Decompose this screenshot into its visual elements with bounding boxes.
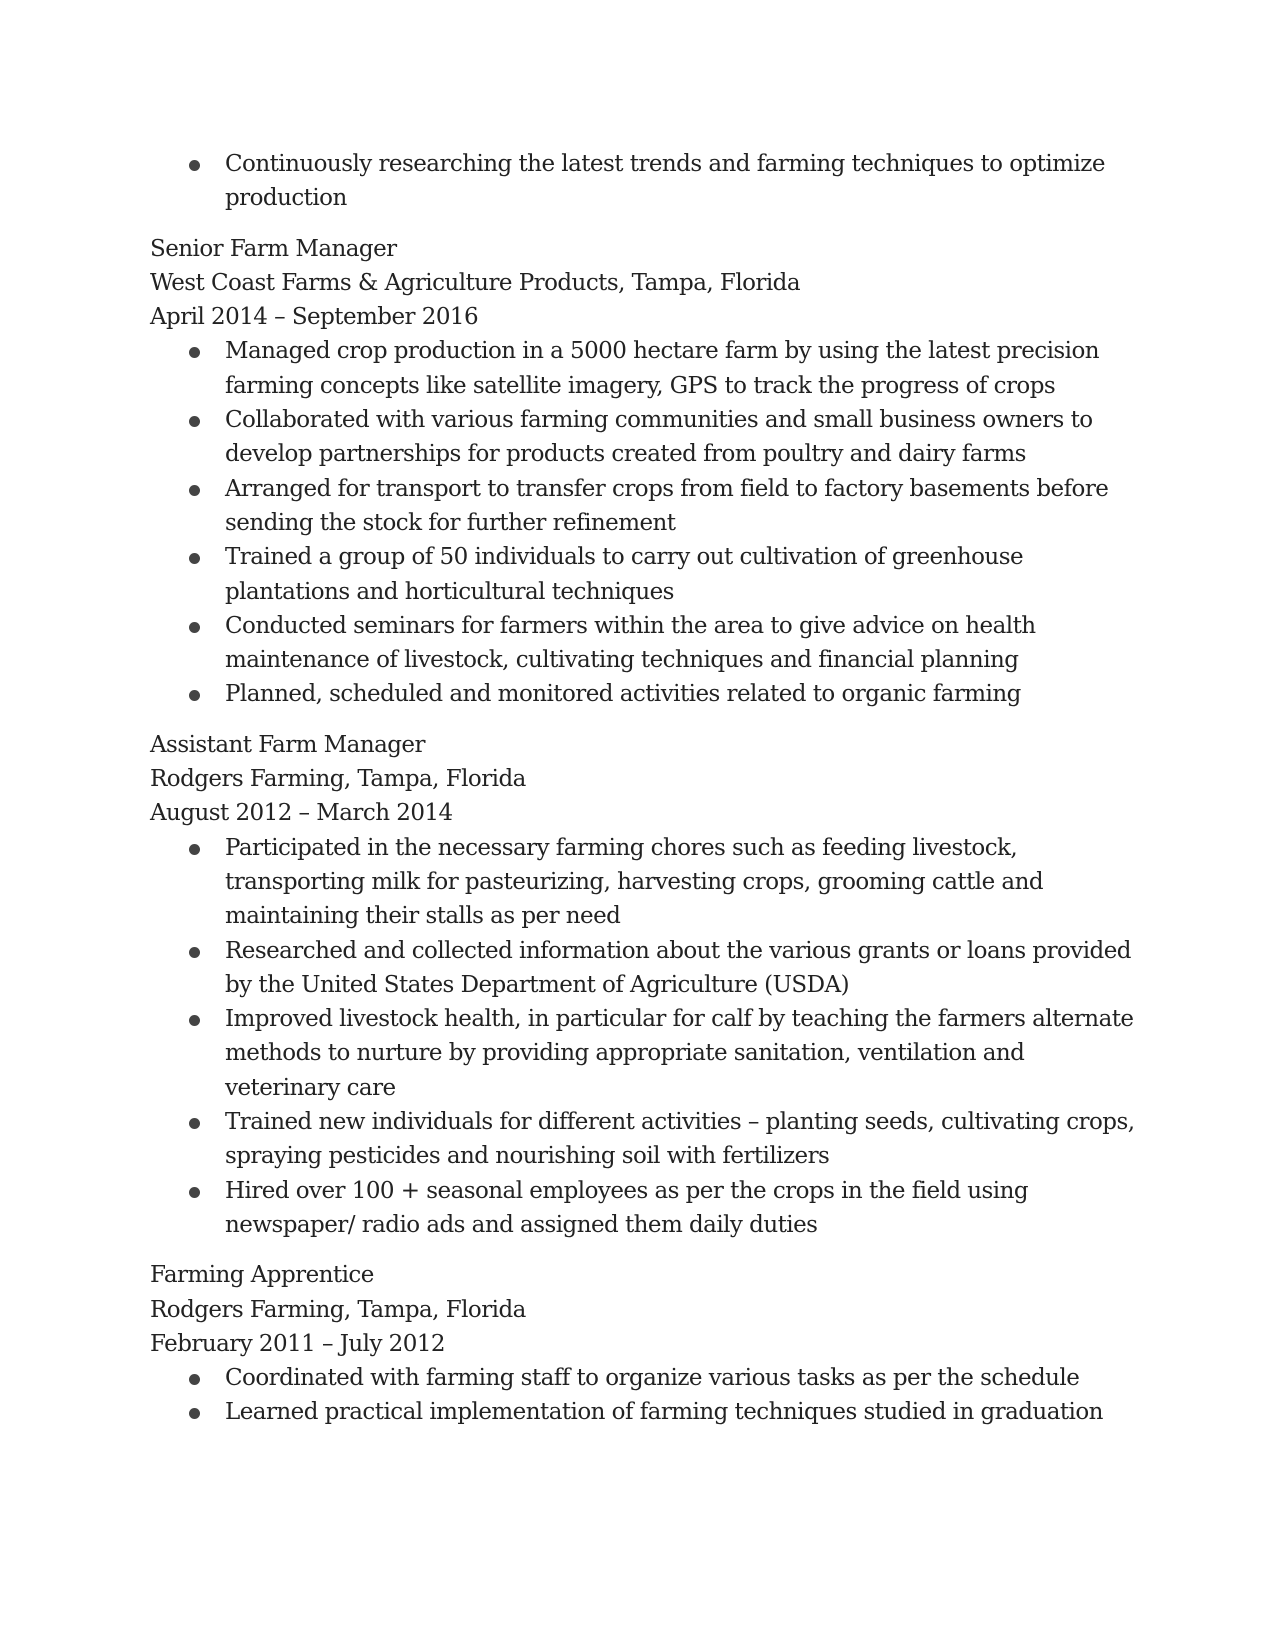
job-company: West Coast Farms & Agriculture Products, Tampa, Florida [150,269,801,296]
bullet-text: Collaborated with various farming communities and small business owners to develop partnerships for products created from poultry and dairy farms [225,407,1093,468]
bullet-icon [189,553,200,564]
bullet-icon [189,690,200,701]
bullet-text: Conducted seminars for farmers within the area to give advice on health maintenance of livestock, cultivating techniques and financial planning [225,612,1036,674]
list-item [150,1105,1135,1174]
bullet-icon [189,1015,200,1026]
bullet-icon [189,1374,200,1385]
bullet-text: Continuously researching the latest trends and farming techniques to optimize production [225,151,1105,212]
bullet-icon [189,485,200,496]
job-bullet-list [150,334,1135,711]
bullet-icon [189,1187,200,1198]
bullet-text: Hired over 100 + seasonal employees as per the crops in the field using newspaper/ radio ads and assigned them daily duties [225,1177,1029,1238]
job-company: Rodgers Farming, Tampa, Florida [150,766,526,793]
job-dates: April 2014 – September 2016 [150,304,479,331]
list-item [150,831,1135,934]
list-item [150,540,1135,609]
job-entry-assistant-farm-manager [150,728,1135,1242]
list-item [150,1174,1135,1243]
job-company: Rodgers Farming, Tampa, Florida [150,1296,526,1323]
intro-bullet-list [150,147,1135,216]
list-item [150,934,1135,1003]
list-item [150,609,1135,678]
bullet-text: Researched and collected information about the various grants or loans provided by the United States Department of Agriculture (USDA) [225,937,1131,998]
document-content [150,147,1135,1430]
bullet-icon [189,844,200,855]
bullet-text: Trained new individuals for different activities – planting seeds, cultivating crops, spraying pesticides and nourishing soil with fertilizers [225,1109,1135,1170]
job-title: Farming Apprentice [150,1262,374,1289]
bullet-icon [189,947,200,958]
job-title: Assistant Farm Manager [150,731,425,758]
list-item [150,1002,1135,1105]
bullet-icon [189,1118,200,1129]
bullet-icon [189,347,200,358]
bullet-text: Learned practical implementation of farming techniques studied in graduation [225,1399,1103,1426]
bullet-icon [189,622,200,633]
job-title: Senior Farm Manager [150,235,397,262]
bullet-icon [189,416,200,427]
bullet-icon [189,160,200,171]
list-item [150,147,1135,216]
job-entry-senior-farm-manager [150,232,1135,712]
job-dates: February 2011 – July 2012 [150,1330,445,1357]
bullet-text: Participated in the necessary farming chores such as feeding livestock, transporting milk for pasteurizing, harvesting crops, grooming cattle and maintaining their stalls as per need [225,834,1044,930]
list-item [150,1395,1135,1429]
list-item [150,677,1135,711]
list-item [150,403,1135,472]
bullet-text: Managed crop production in a 5000 hectare farm by using the latest precision farming concepts like satellite imagery, GPS to track the progress of crops [225,338,1100,399]
bullet-icon [189,1408,200,1419]
bullet-text: Planned, scheduled and monitored activities related to organic farming [225,681,1021,708]
job-bullet-list [150,831,1135,1243]
job-bullet-list [150,1361,1135,1430]
bullet-text: Improved livestock health, in particular for calf by teaching the farmers alternate methods to nurture by providing appropriate sanitation, ventilation and veterinary care [225,1006,1134,1101]
list-item [150,1361,1135,1395]
bullet-text: Trained a group of 50 individuals to carry out cultivation of greenhouse plantations and horticultural techniques [225,544,1024,605]
bullet-text: Arranged for transport to transfer crops from field to factory basements before sending the stock for further refinement [225,475,1109,536]
list-item [150,334,1135,403]
job-entry-farming-apprentice [150,1258,1135,1429]
list-item [150,472,1135,541]
bullet-text: Coordinated with farming staff to organize various tasks as per the schedule [225,1365,1080,1392]
job-dates: August 2012 – March 2014 [150,800,453,827]
